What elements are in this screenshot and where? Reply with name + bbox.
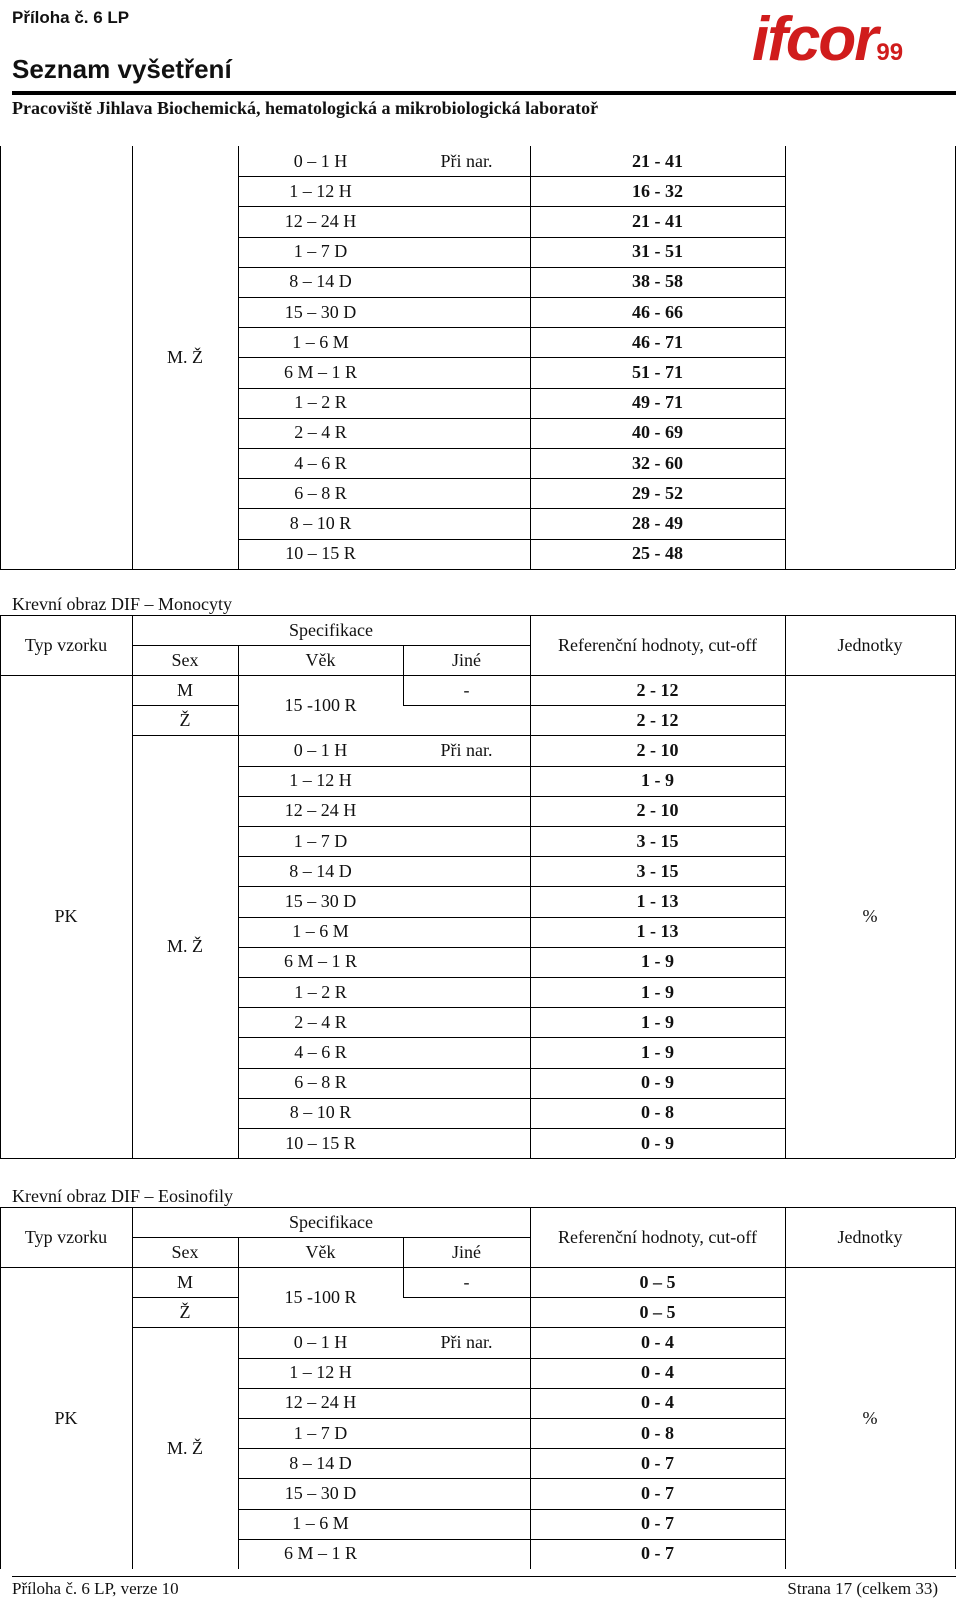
footer-page-number: Strana 17 (celkem 33) xyxy=(787,1579,938,1598)
table-rule xyxy=(955,615,956,1158)
sex-m-cell: M xyxy=(176,1271,193,1292)
other-cell xyxy=(403,826,530,856)
header-units: Jednotky xyxy=(837,1226,903,1247)
age-cell: 4 – 6 R xyxy=(294,452,347,473)
other-cell: Při nar. xyxy=(440,739,493,760)
ref-value-cell: 0 - 7 xyxy=(641,1482,674,1503)
ref-value-cell: 1 - 9 xyxy=(641,1011,674,1032)
ref-value-cell: 51 - 71 xyxy=(632,361,683,382)
age-cell: 1 – 2 R xyxy=(294,392,347,413)
other-cell xyxy=(403,418,530,448)
ref-value-cell: 25 - 48 xyxy=(632,543,683,564)
adult-age-cell: 15 -100 R xyxy=(284,1286,357,1307)
age-cell: 1 – 6 M xyxy=(292,921,349,942)
ref-value-cell: 0 – 5 xyxy=(639,1301,676,1322)
child-sex-cell: M. Ž xyxy=(167,1437,203,1458)
header-sample-type: Typ vzorku xyxy=(24,1226,108,1247)
other-cell xyxy=(403,1358,530,1388)
ref-value-cell: 0 - 4 xyxy=(641,1362,674,1383)
ref-value-cell: 0 - 7 xyxy=(641,1452,674,1473)
ref-value-cell: 46 - 66 xyxy=(632,301,683,322)
sex-cell: M. Ž xyxy=(167,346,203,367)
age-cell: 1 – 7 D xyxy=(293,830,348,851)
age-cell: 1 – 12 H xyxy=(289,770,352,791)
ref-value-cell: 46 - 71 xyxy=(632,331,683,352)
header-age: Věk xyxy=(305,649,336,670)
sample-type-cell: PK xyxy=(54,906,78,927)
table-rule xyxy=(0,1158,955,1159)
ref-value-cell: 1 - 9 xyxy=(641,770,674,791)
age-cell: 6 M – 1 R xyxy=(283,951,357,972)
header-sex: Sex xyxy=(171,1241,199,1262)
other-cell xyxy=(403,1388,530,1418)
age-cell: 2 – 4 R xyxy=(294,422,347,443)
header-age: Věk xyxy=(305,1241,336,1262)
other-cell xyxy=(403,977,530,1007)
age-cell: 15 – 30 D xyxy=(284,890,357,911)
ref-value-cell: 2 - 10 xyxy=(636,800,679,821)
age-cell: 1 – 2 R xyxy=(294,981,347,1002)
ref-value-cell: 0 - 8 xyxy=(641,1422,674,1443)
header-rule xyxy=(12,91,956,95)
other-cell: Při nar. xyxy=(440,1331,493,1352)
ref-value-cell: 2 - 10 xyxy=(636,739,679,760)
ref-value-cell: 1 - 13 xyxy=(636,890,679,911)
other-cell xyxy=(403,508,530,538)
table-rule xyxy=(955,146,956,569)
sex-z-cell: Ž xyxy=(179,1301,191,1322)
other-cell xyxy=(403,1037,530,1067)
header-label: Příloha č. 6 LP xyxy=(12,8,130,27)
ref-value-cell: 2 - 12 xyxy=(636,709,679,730)
header-specification: Specifikace xyxy=(289,619,373,640)
age-cell: 1 – 7 D xyxy=(293,241,348,262)
other-cell xyxy=(403,766,530,796)
ifcor-logo xyxy=(752,4,942,84)
child-sex-cell: M. Ž xyxy=(167,936,203,957)
footer-version: Příloha č. 6 LP, verze 10 xyxy=(12,1579,179,1598)
ref-value-cell: 40 - 69 xyxy=(632,422,683,443)
ref-value-cell: 49 - 71 xyxy=(632,392,683,413)
age-cell: 1 – 6 M xyxy=(292,1513,349,1534)
header-units: Jednotky xyxy=(837,634,903,655)
ref-value-cell: 0 – 5 xyxy=(639,1271,676,1292)
age-cell: 12 – 24 H xyxy=(284,210,357,231)
ref-value-cell: 0 - 7 xyxy=(641,1543,674,1564)
other-cell xyxy=(403,388,530,418)
ref-value-cell: 0 - 9 xyxy=(641,1132,674,1153)
logo-sub: 99 xyxy=(876,39,904,66)
ref-value-cell: 0 - 4 xyxy=(641,1392,674,1413)
other-cell xyxy=(403,1007,530,1037)
ref-value-cell: 28 - 49 xyxy=(632,512,683,533)
header-specification: Specifikace xyxy=(289,1211,373,1232)
age-cell: 0 – 1 H xyxy=(293,739,348,760)
age-cell: 8 – 10 R xyxy=(289,512,352,533)
ref-value-cell: 1 - 9 xyxy=(641,1041,674,1062)
age-cell: 10 – 15 R xyxy=(285,543,356,564)
other-cell xyxy=(403,1539,530,1569)
other-cell xyxy=(403,917,530,947)
age-cell: 12 – 24 H xyxy=(284,1392,357,1413)
ref-value-cell: 1 - 9 xyxy=(641,981,674,1002)
age-cell: 8 – 14 D xyxy=(289,1452,352,1473)
other-cell xyxy=(403,1418,530,1448)
age-cell: 15 – 30 D xyxy=(284,301,357,322)
ref-value-cell: 3 - 15 xyxy=(636,860,679,881)
page-subtitle: Pracoviště Jihlava Biochemická, hematologická a mikrobiologická laboratoř xyxy=(12,98,599,118)
ref-value-cell: 21 - 41 xyxy=(632,210,683,231)
age-cell: 1 – 12 H xyxy=(289,180,352,201)
header-reference-values: Referenční hodnoty, cut-off xyxy=(558,634,757,655)
other-cell xyxy=(403,327,530,357)
other-cell: Při nar. xyxy=(440,150,493,171)
other-cell xyxy=(403,357,530,387)
other-cell xyxy=(403,1478,530,1508)
other-cell xyxy=(403,796,530,826)
ref-value-cell: 21 - 41 xyxy=(632,150,683,171)
other-cell xyxy=(403,206,530,236)
ref-value-cell: 16 - 32 xyxy=(632,180,683,201)
ref-value-cell: 1 - 9 xyxy=(641,951,674,972)
age-cell: 1 – 12 H xyxy=(289,1362,352,1383)
ref-value-cell: 2 - 12 xyxy=(636,679,679,700)
other-cell xyxy=(403,297,530,327)
age-cell: 8 – 10 R xyxy=(289,1102,352,1123)
age-cell: 4 – 6 R xyxy=(294,1041,347,1062)
age-cell: 6 – 8 R xyxy=(294,482,347,503)
section-title-eosinofily: Krevní obraz DIF – Eosinofily xyxy=(12,1186,233,1206)
footer-rule xyxy=(12,1576,956,1577)
other-cell xyxy=(403,886,530,916)
age-cell: 15 – 30 D xyxy=(284,1482,357,1503)
units-cell: % xyxy=(862,906,878,927)
age-cell: 0 – 1 H xyxy=(293,1331,348,1352)
age-cell: 8 – 14 D xyxy=(289,271,352,292)
age-cell: 6 M – 1 R xyxy=(283,1543,357,1564)
table-rule xyxy=(955,1207,956,1569)
age-cell: 8 – 14 D xyxy=(289,860,352,881)
other-cell xyxy=(403,1068,530,1098)
other-cell xyxy=(403,176,530,206)
adult-other-cell: - xyxy=(463,679,470,700)
other-cell xyxy=(403,237,530,267)
other-cell xyxy=(403,1509,530,1539)
page-title: Seznam vyšetření xyxy=(12,54,232,84)
table-rule xyxy=(0,569,955,570)
sex-z-cell: Ž xyxy=(179,709,191,730)
header-sample-type: Typ vzorku xyxy=(24,634,108,655)
ref-value-cell: 31 - 51 xyxy=(632,241,683,262)
header-reference-values: Referenční hodnoty, cut-off xyxy=(558,1226,757,1247)
other-cell xyxy=(403,1448,530,1478)
other-cell xyxy=(403,478,530,508)
other-cell xyxy=(403,1098,530,1128)
table-rule xyxy=(785,146,786,569)
ref-value-cell: 0 - 9 xyxy=(641,1072,674,1093)
table-rule xyxy=(0,146,1,569)
other-cell xyxy=(403,947,530,977)
age-cell: 1 – 6 M xyxy=(292,331,349,352)
units-cell: % xyxy=(862,1407,878,1428)
ref-value-cell: 29 - 52 xyxy=(632,482,683,503)
age-cell: 1 – 7 D xyxy=(293,1422,348,1443)
adult-other-cell: - xyxy=(463,1271,470,1292)
header-other: Jiné xyxy=(452,649,481,670)
logo-text: ifcor xyxy=(752,5,877,74)
other-cell xyxy=(403,267,530,297)
ref-value-cell: 0 - 4 xyxy=(641,1331,674,1352)
age-cell: 12 – 24 H xyxy=(284,800,357,821)
section-title-monocyty: Krevní obraz DIF – Monocyty xyxy=(12,594,232,614)
header-sex: Sex xyxy=(171,649,199,670)
other-cell xyxy=(403,1128,530,1158)
ref-value-cell: 0 - 8 xyxy=(641,1102,674,1123)
other-cell xyxy=(403,448,530,478)
ref-value-cell: 1 - 13 xyxy=(636,921,679,942)
ref-value-cell: 3 - 15 xyxy=(636,830,679,851)
age-cell: 2 – 4 R xyxy=(294,1011,347,1032)
ref-value-cell: 0 - 7 xyxy=(641,1513,674,1534)
header-other: Jiné xyxy=(452,1241,481,1262)
ref-value-cell: 32 - 60 xyxy=(632,452,683,473)
age-cell: 6 – 8 R xyxy=(294,1072,347,1093)
age-cell: 6 M – 1 R xyxy=(283,361,357,382)
ref-value-cell: 38 - 58 xyxy=(632,271,683,292)
adult-age-cell: 15 -100 R xyxy=(284,694,357,715)
age-cell: 0 – 1 H xyxy=(293,150,348,171)
other-cell xyxy=(403,856,530,886)
other-cell xyxy=(403,539,530,569)
sex-m-cell: M xyxy=(176,679,193,700)
sample-type-cell: PK xyxy=(54,1407,78,1428)
age-cell: 10 – 15 R xyxy=(285,1132,356,1153)
